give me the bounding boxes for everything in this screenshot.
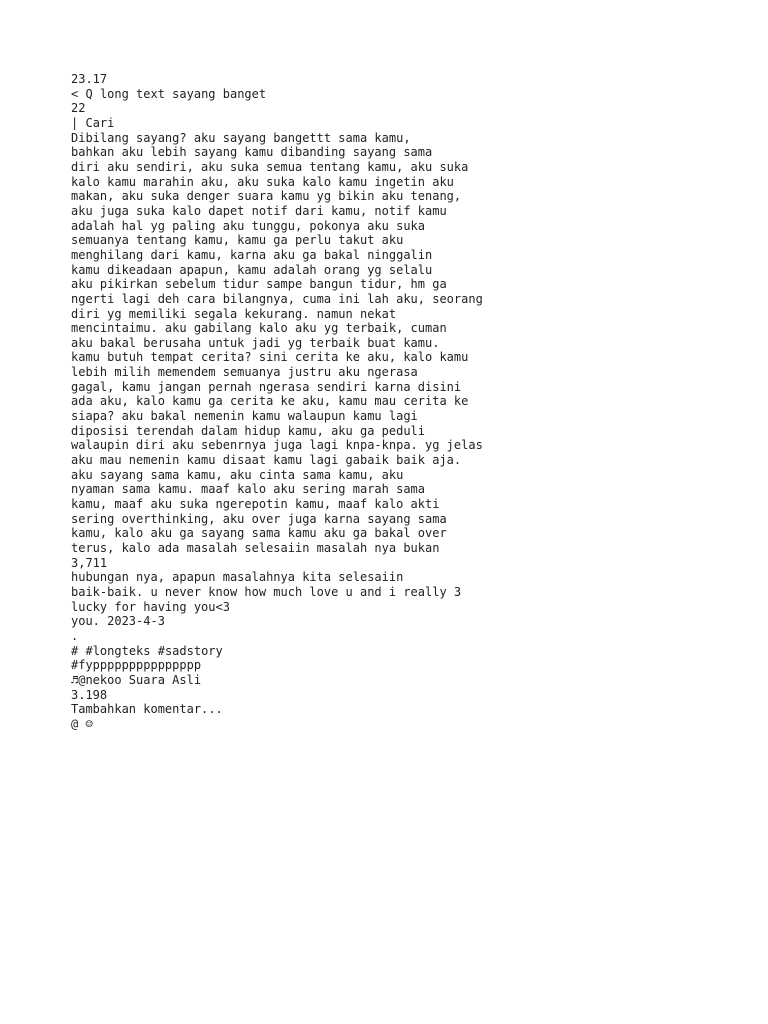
emoji-icon[interactable]: ☺ bbox=[85, 716, 93, 731]
search-icon: Q bbox=[85, 86, 93, 101]
hashtag-link[interactable]: #fyppppppppppppppp bbox=[71, 658, 202, 673]
comment-input[interactable]: Tambahkan komentar... bbox=[71, 702, 223, 717]
caption-line: sering overthinking, aku over juga karna sayang sama bbox=[71, 511, 447, 526]
separator-dot: . bbox=[71, 628, 79, 643]
like-count[interactable]: 3,711 bbox=[71, 555, 108, 570]
search-query[interactable]: long text sayang banget bbox=[99, 86, 267, 101]
caption-line: kamu, kalo aku ga sayang sama kamu aku ga bakal over bbox=[71, 526, 447, 541]
hashtags-row bbox=[71, 644, 731, 659]
caption-line: lucky for having you<3 bbox=[71, 599, 230, 614]
caption-line: mencintaimu. aku gabilang kalo aku yg terbaik, cuman bbox=[71, 321, 447, 336]
caption-line: adalah hal yg paling aku tunggu, pokonya aku suka bbox=[71, 218, 426, 233]
caption-line: kamu dikeadaan apapun, kamu adalah orang yg selalu bbox=[71, 262, 433, 277]
search-bar[interactable] bbox=[71, 87, 731, 102]
caption-line: aku sayang sama kamu, aku cinta sama kamu, aku bbox=[71, 467, 404, 482]
caption-line: terus, kalo ada masalah selesaiin masalah nya bukan bbox=[71, 541, 440, 555]
caption-line: aku mau nemenin kamu disaat kamu lagi gabaik baik aja. bbox=[71, 453, 462, 468]
caption-line: diri aku sendiri, aku suka semua tentang kamu, aku suka bbox=[71, 159, 469, 174]
hashtag-icon: # bbox=[71, 643, 79, 658]
back-icon[interactable]: < bbox=[71, 86, 79, 101]
music-note-icon: ♬ bbox=[71, 672, 79, 687]
sound-label[interactable]: @nekoo Suara Asli bbox=[78, 672, 202, 687]
page bbox=[71, 72, 731, 732]
post-caption-continued bbox=[71, 570, 731, 629]
cursor-glyph: | bbox=[71, 115, 79, 130]
status-time: 23.17 bbox=[71, 72, 108, 86]
result-count: 22 bbox=[71, 101, 86, 116]
caption-line: diri yg memiliki segala kekurang. namun nekat bbox=[71, 306, 397, 321]
caption-line: makan, aku suka denger suara kamu yg bikin aku tenang, bbox=[71, 189, 462, 204]
caption-line: menghilang dari kamu, karna aku ga bakal ninggalin bbox=[71, 247, 433, 262]
caption-line: semuanya tentang kamu, kamu ga perlu takut aku bbox=[71, 233, 404, 248]
comment-count[interactable]: 3.198 bbox=[71, 687, 108, 702]
caption-line: hubungan nya, apapun masalahnya kita selesaiin bbox=[71, 570, 404, 585]
caption-line: siapa? aku bakal nemenin kamu walaupun kamu lagi bbox=[71, 409, 418, 424]
caption-line: baik-baik. u never know how much love u and i really 3 bbox=[71, 584, 462, 599]
caption-line: kalo kamu marahin aku, aku suka kalo kamu ingetin aku bbox=[71, 174, 454, 189]
sound-row[interactable] bbox=[71, 673, 731, 688]
post-caption bbox=[71, 131, 731, 556]
caption-line: aku juga suka kalo dapet notif dari kamu, notif kamu bbox=[71, 203, 447, 218]
caption-line: you. 2023-4-3 bbox=[71, 614, 165, 629]
caption-line: gagal, kamu jangan pernah ngerasa sendiri karna disini bbox=[71, 379, 462, 394]
caption-line: nyaman sama kamu. maaf kalo aku sering marah sama bbox=[71, 482, 426, 497]
search-row bbox=[71, 116, 731, 131]
caption-line: ngerti lagi deh cara bilangnya, cuma ini lah aku, seorang bbox=[71, 291, 483, 306]
caption-line: lebih milih memendem semuanya justru aku ngerasa bbox=[71, 365, 418, 380]
caption-line: kamu butuh tempat cerita? sini cerita ke aku, kalo kamu bbox=[71, 350, 469, 365]
search-button[interactable]: Cari bbox=[85, 115, 115, 130]
caption-line: ada aku, kalo kamu ga cerita ke aku, kamu mau cerita ke bbox=[71, 394, 469, 409]
caption-line: bahkan aku lebih sayang kamu dibanding sayang sama bbox=[71, 145, 433, 160]
caption-line: walaupin diri aku sebenrnya juga lagi knpa-knpa. yg jelas bbox=[71, 438, 483, 453]
mention-icon[interactable]: @ bbox=[71, 716, 79, 731]
caption-line: Dibilang sayang? aku sayang bangettt sama kamu, bbox=[71, 130, 411, 145]
caption-line: aku bakal berusaha untuk jadi yg terbaik buat kamu. bbox=[71, 335, 440, 350]
caption-line: aku pikirkan sebelum tidur sampe bangun tidur, hm ga bbox=[71, 277, 447, 292]
hashtag-links[interactable]: #longteks #sadstory bbox=[85, 643, 223, 658]
caption-line: diposisi terendah dalam hidup kamu, aku ga peduli bbox=[71, 423, 426, 438]
caption-line: kamu, maaf aku suka ngerepotin kamu, maaf kalo akti bbox=[71, 497, 440, 512]
comment-actions bbox=[71, 717, 731, 732]
